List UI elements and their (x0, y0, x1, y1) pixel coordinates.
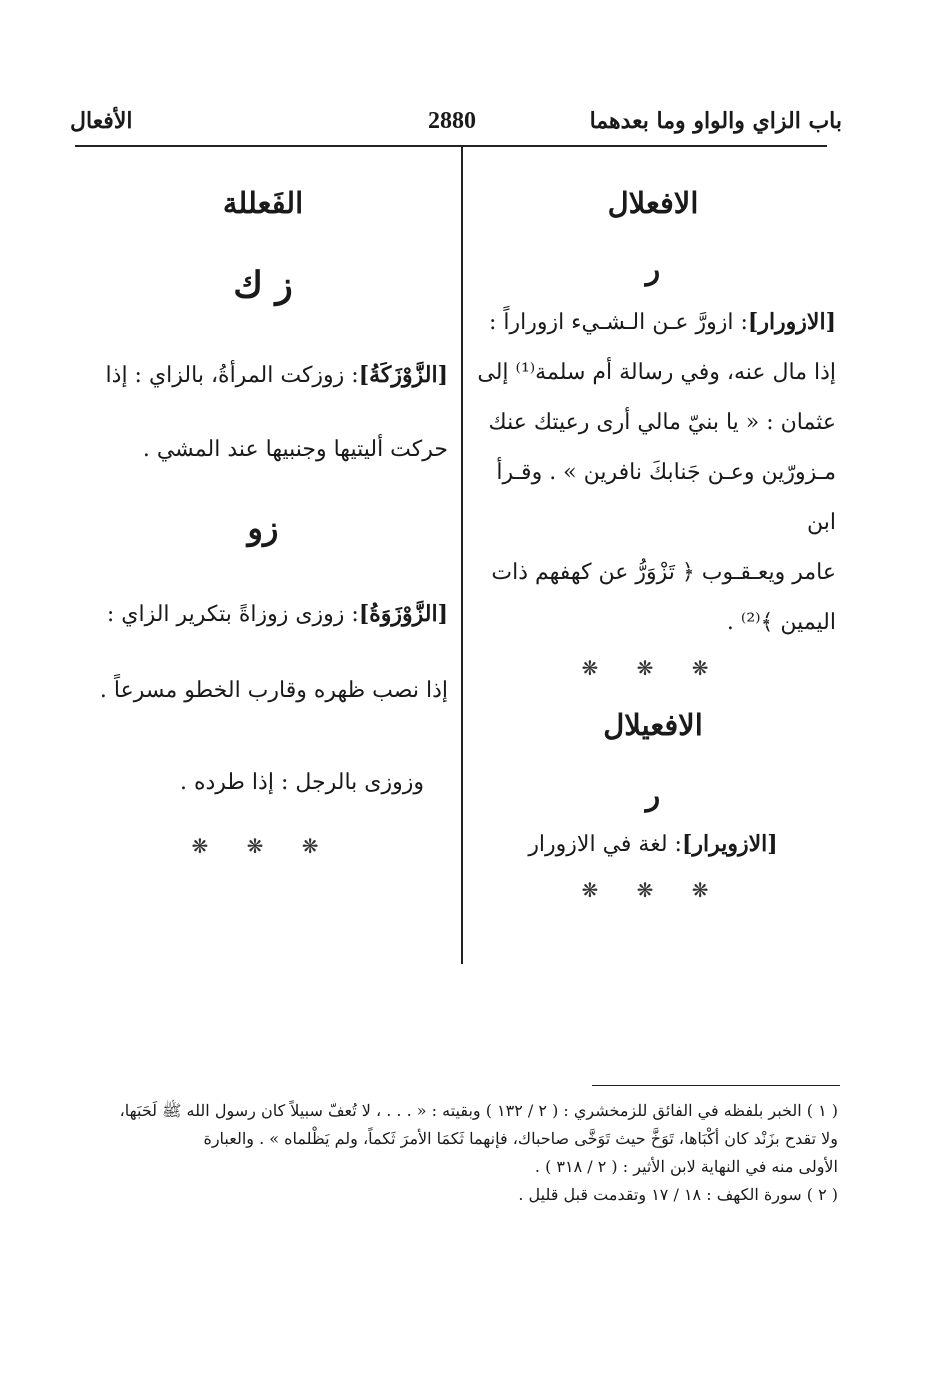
entry-line (470, 819, 836, 870)
root-heading: ز ك (233, 264, 293, 306)
column-divider (461, 146, 463, 964)
entry-text: : زوزى زوزاةً بتكرير الزاي : (106, 602, 359, 627)
footnotes (90, 1097, 838, 1209)
entry-text: : ازورَّ عـن الـشـيء ازوراراً : (488, 310, 748, 335)
footnote-line: ( ٢ ) سورة الكهف : ١٨ / ١٧ وتقدمت قبل قليل . (518, 1185, 838, 1204)
entry-term: [الازويرار] (681, 831, 778, 857)
entry-line (78, 589, 448, 640)
entry-line: إذا نصب ظهره وقارب الخطو مسرعاً . (99, 678, 448, 703)
section-separator: ❋ ❋ ❋ (191, 834, 335, 858)
pattern-heading: الافعلال (607, 186, 699, 220)
root-heading: ر (645, 252, 661, 287)
root-heading: زو (247, 509, 279, 547)
section-separator: ❋ ❋ ❋ (581, 656, 725, 680)
pattern-heading: الافعيلال (603, 708, 703, 742)
right-column (470, 178, 836, 922)
root-heading: ر (645, 778, 661, 813)
entry-line: عثمان : « يا بنيّ مالي أرى رعيتك عنك (488, 410, 836, 435)
footnote-rule (592, 1085, 840, 1086)
entry-line (78, 350, 448, 401)
entry-line (470, 297, 836, 348)
left-column (78, 178, 448, 878)
entry-line: إذا مال عنه، وفي رسالة أم سلمة⁽¹⁾ إلى (477, 360, 836, 385)
entry-term: [الازورار] (747, 309, 836, 335)
entry-line: عامر ويعـقـوب ﴿ تَزْوَرُّ عن كهفهم ذات (491, 560, 836, 585)
entry-line: مـزورّين وعـن جَنابكَ نافرين » . وقـرأ ابن (496, 460, 836, 535)
section-separator: ❋ ❋ ❋ (581, 878, 725, 902)
footnote-line: ولا تقدح بزَنْد كان أكْبَاها، تَوَخَّ حيث تَوَخَّى صاحباك، فإنهما ثَكمَا الأمرَ ثَكماً، ولم يَظْلماه » . والعبارة (203, 1129, 838, 1148)
footnote-line: الأولى منه في النهاية لابن الأثير : ( ٢ / ٣١٨ ) . (534, 1157, 838, 1176)
footnote-line: ( ١ ) الخبر بلفظه في الفائق للزمخشري : ( ٢ / ١٣٢ ) وبقيته : « . . . ، لا تُعفّ سبيلاً كان رسول الله ﷺ لَحَبَها، (119, 1101, 838, 1120)
running-header-section: الأفعال (70, 108, 133, 134)
entry-text: : لغة في الازورار (528, 832, 682, 857)
entry-term: [الزَّوْزَكَةُ] (358, 362, 448, 388)
entry-term: [الزَّوْزَوَةُ] (358, 601, 448, 627)
entry-line: حركت أليتيها وجنبيها عند المشي . (142, 437, 448, 462)
running-header-chapter: باب الزاي والواو وما بعدهما (589, 108, 842, 134)
entry-line: وزوزى بالرجل : إذا طرده . (179, 770, 424, 795)
header-rule (75, 145, 827, 147)
entry-text: : زوزكت المرأةُ، بالزاي : إذا (105, 363, 359, 388)
page-number: 2880 (428, 108, 476, 134)
entry-line: اليمين ﴾⁽²⁾ . (726, 610, 836, 635)
pattern-heading: الفَعللة (222, 186, 304, 220)
